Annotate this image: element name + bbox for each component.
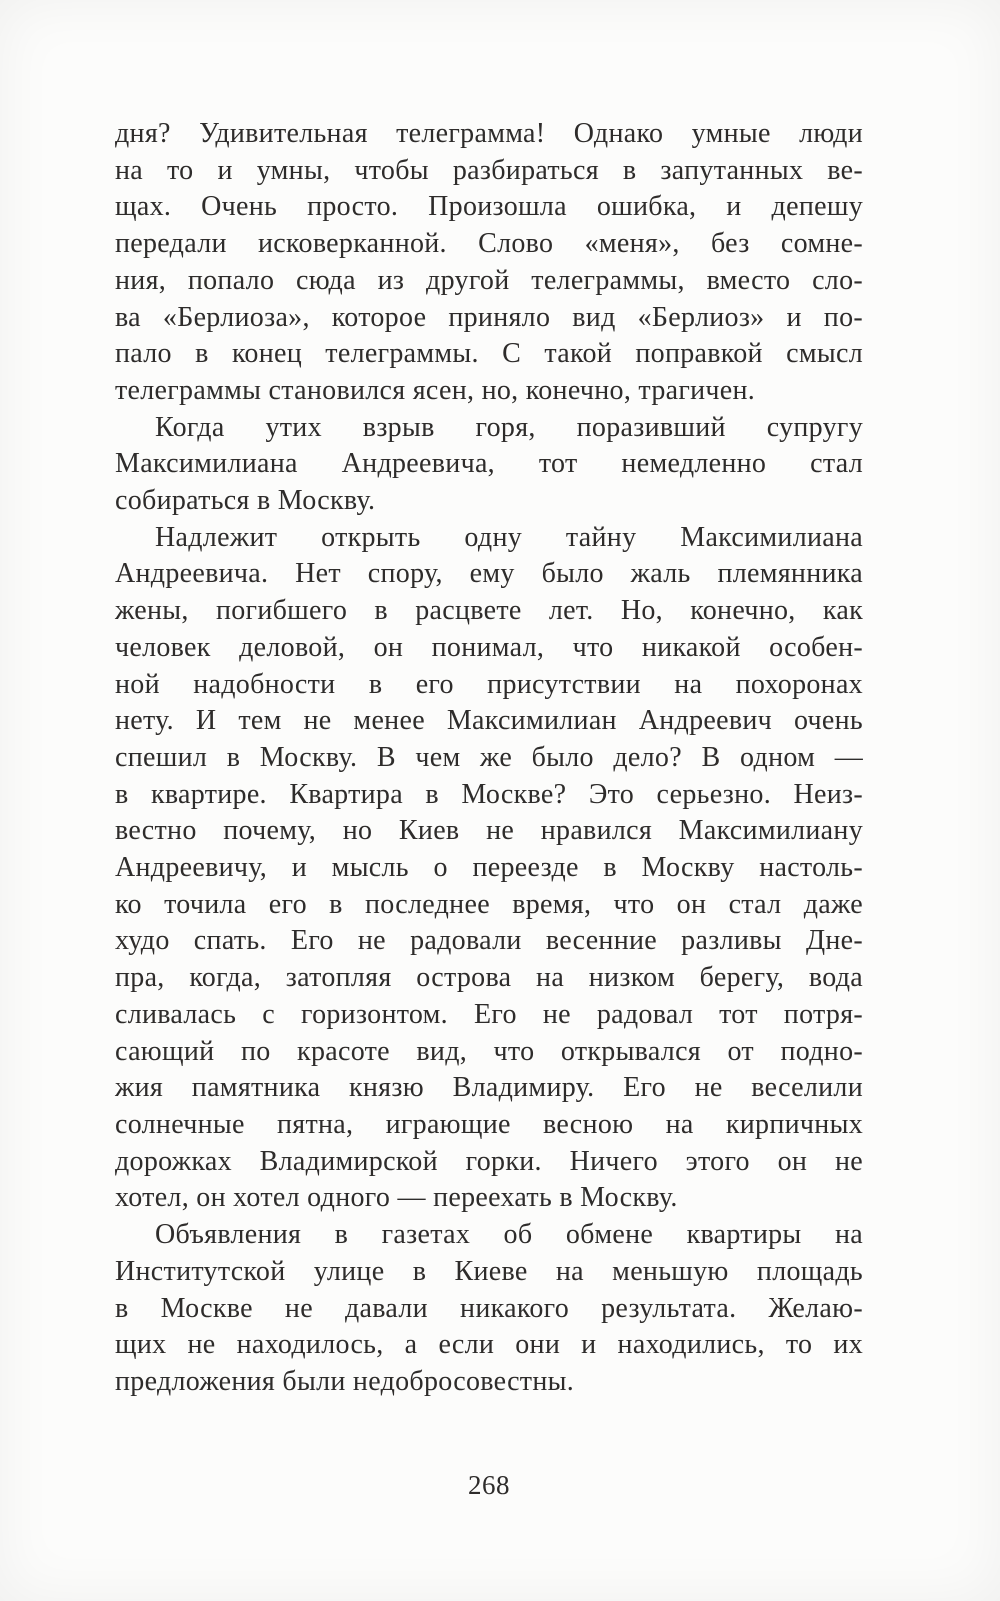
text-line: ной надобности в его присутствии на похоронах [115, 668, 863, 700]
text-line: солнечные пятна, играющие весною на кирпичных [115, 1108, 863, 1140]
text-line: Когда утих взрыв горя, поразивший супругу [155, 411, 863, 443]
text-line: Объявления в газетах об обмене квартиры на [155, 1219, 863, 1251]
text-line: сливалась с горизонтом. Его не радовал тот потря- [115, 998, 863, 1030]
text-line: хотел, он хотел одного — переехать в Москву. [115, 1182, 678, 1214]
text-line: ко точила его в последнее время, что он стал даже [115, 888, 863, 920]
text-line: Андреевичу, и мысль о переезде в Москву настоль- [115, 852, 863, 884]
text-line: собираться в Москву. [115, 485, 376, 517]
text-line: Надлежит открыть одну тайну Максимилиана [155, 521, 863, 553]
text-line: человек деловой, он понимал, что никакой особен- [115, 631, 863, 663]
text-line: нету. И тем не менее Максимилиан Андреевич очень [115, 705, 863, 737]
text-line: на то и умны, чтобы разбираться в запутанных ве- [115, 154, 863, 186]
text-line: ния, попало сюда из другой телеграммы, вместо сло- [115, 264, 863, 296]
paragraph [115, 410, 863, 520]
paragraph [115, 520, 863, 1217]
paragraph [115, 1217, 863, 1401]
paragraph [115, 116, 863, 410]
text-line: передали исковерканной. Слово «меня», без сомне- [115, 228, 863, 260]
text-line: предложения были недобросовестны. [115, 1365, 575, 1397]
text-line: пало в конец телеграммы. С такой поправкой смысл [115, 338, 863, 370]
text-line: Институтской улице в Киеве на меньшую площадь [115, 1255, 863, 1287]
text-line: ва «Берлиоза», которое приняло вид «Берлиоз» и по- [115, 301, 863, 333]
text-line: спешил в Москву. В чем же было дело? В одном — [115, 741, 863, 773]
text-block [115, 116, 863, 1401]
text-line: сающий по красоте вид, что открывался от подно- [115, 1035, 863, 1067]
text-line: вестно почему, но Киев не нравился Максимилиану [115, 815, 863, 847]
text-line: Андреевича. Нет спору, ему было жаль племянника [115, 558, 863, 590]
text-line: щих не находилось, а если они и находились, то их [115, 1329, 863, 1361]
text-line: худо спать. Его не радовали весенние разливы Дне- [115, 925, 863, 957]
text-line: жены, погибшего в расцвете лет. Но, конечно, как [115, 595, 863, 627]
page-number: 268 [468, 1470, 510, 1500]
text-line: пра, когда, затопляя острова на низком берегу, вода [115, 962, 863, 994]
text-line: в квартире. Квартира в Москве? Это серьезно. Неиз- [115, 778, 863, 810]
text-line: жия памятника князю Владимиру. Его не веселили [115, 1072, 863, 1104]
text-line: телеграммы становился ясен, но, конечно, трагичен. [115, 374, 756, 406]
text-line: Максимилиана Андреевича, тот немедленно стал [115, 448, 863, 480]
text-line: дня? Удивительная телеграмма! Однако умные люди [115, 118, 863, 149]
text-line: в Москве не давали никакого результата. Желаю- [115, 1292, 863, 1324]
text-line: дорожках Владимирской горки. Ничего этого он не [115, 1145, 863, 1177]
text-line: щах. Очень просто. Произошла ошибка, и депешу [115, 191, 863, 223]
